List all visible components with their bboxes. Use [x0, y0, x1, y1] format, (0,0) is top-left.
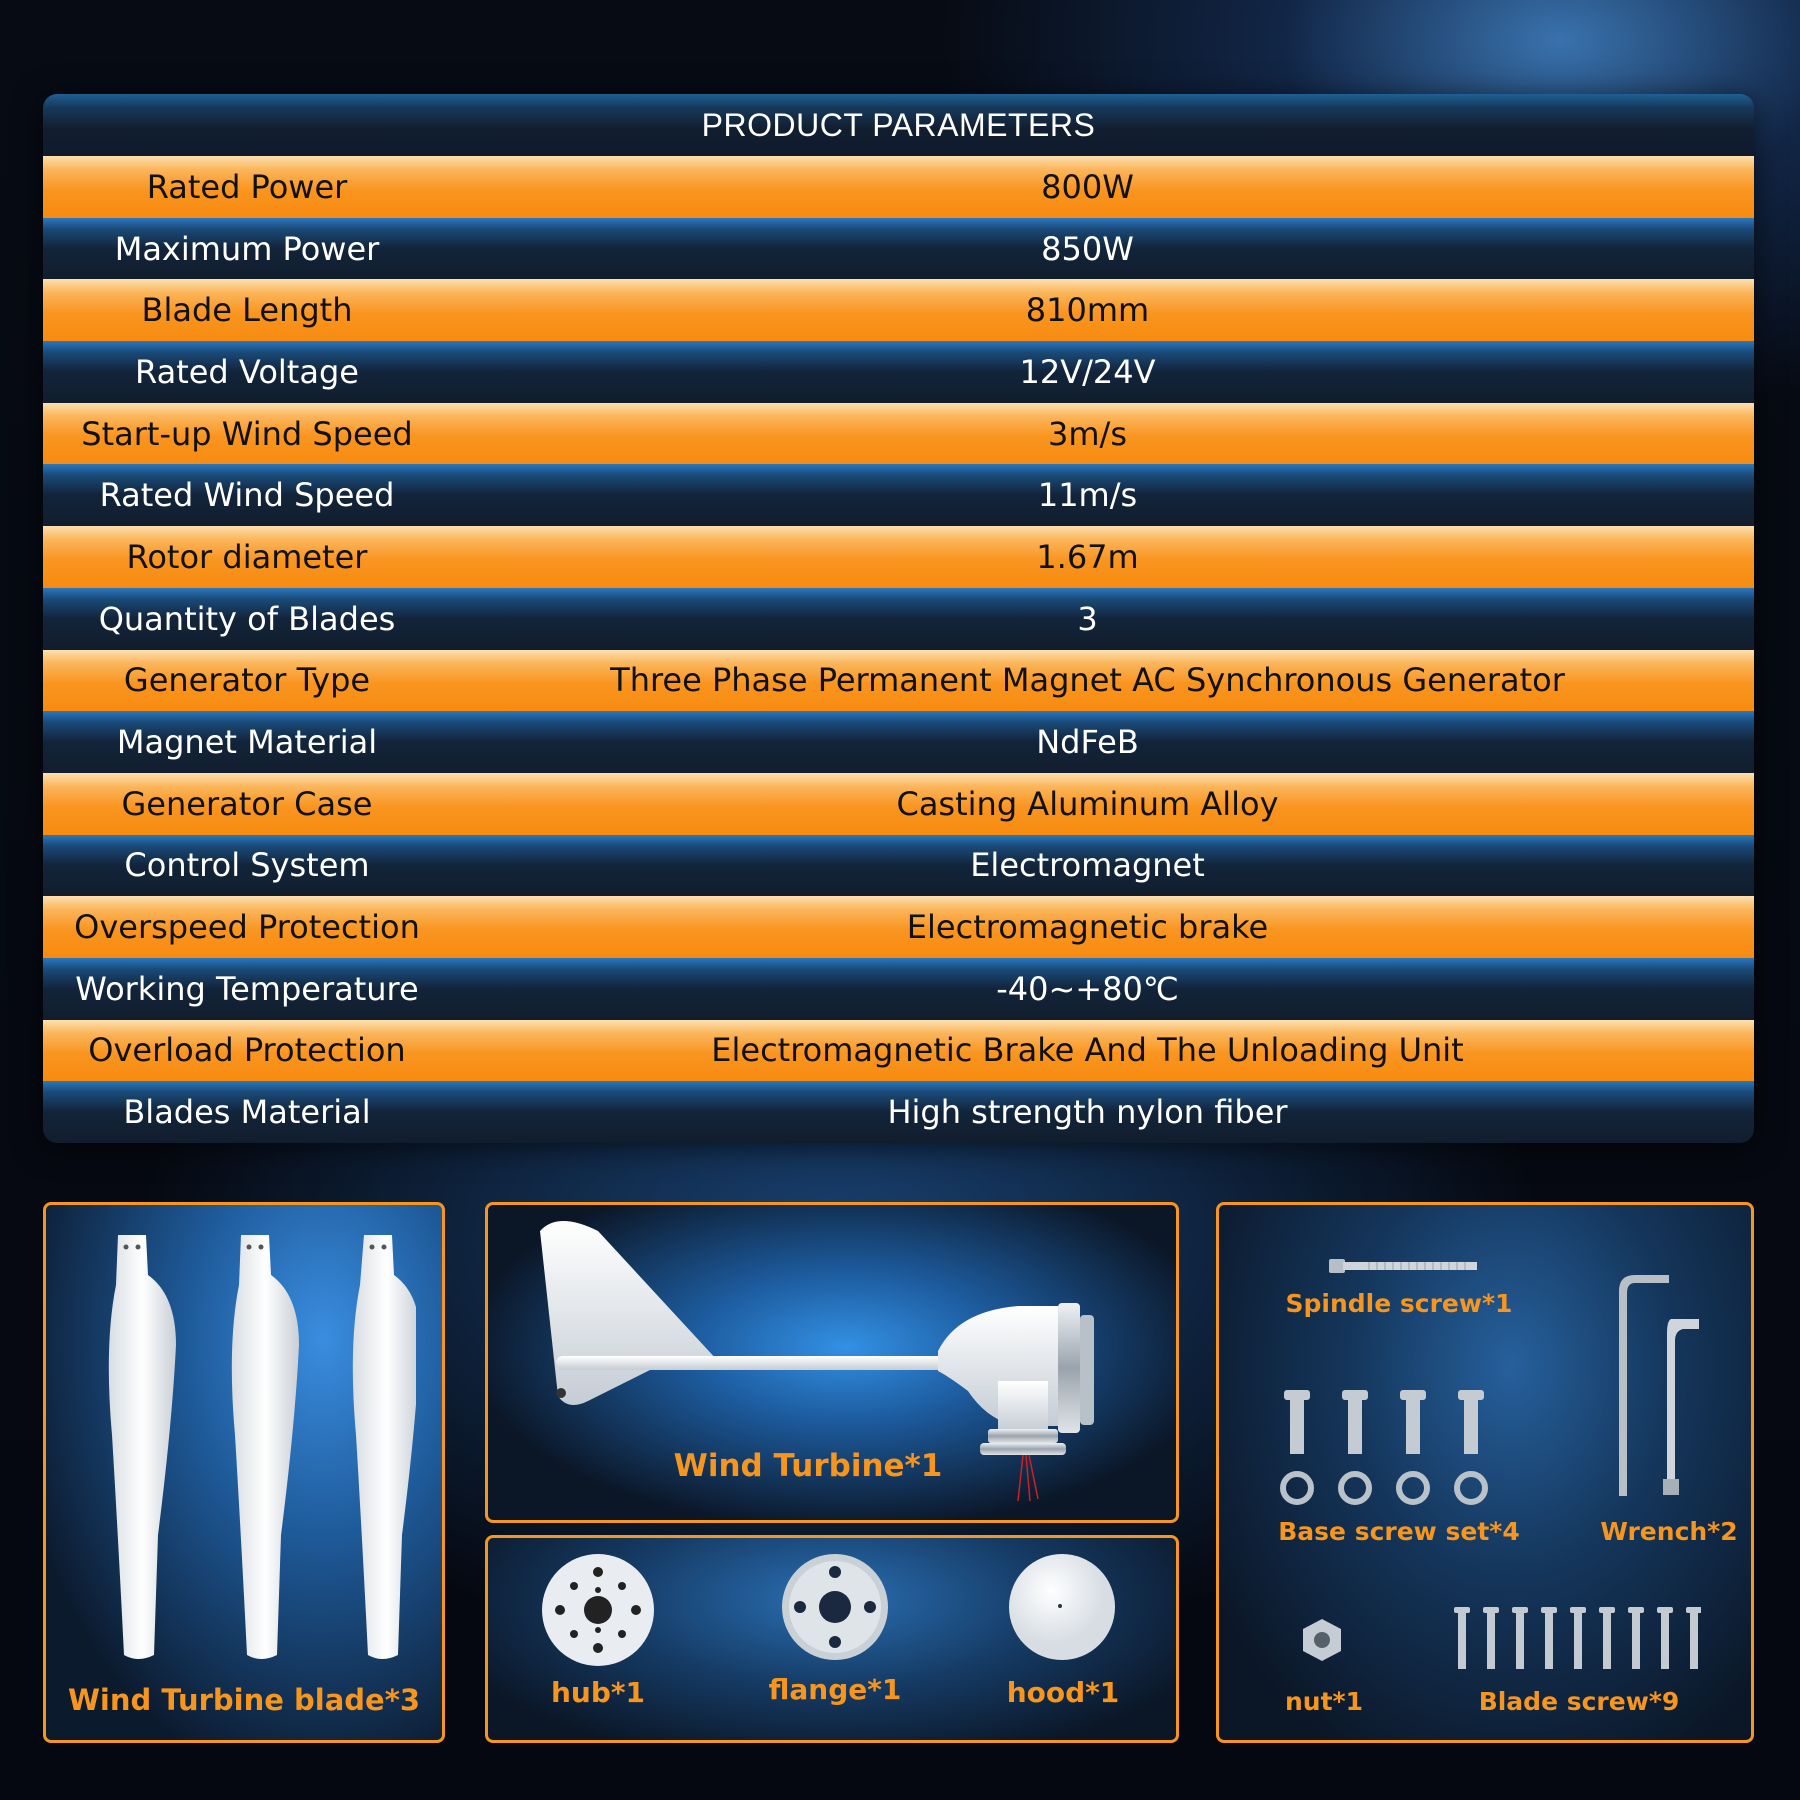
- blade-screws-icon: [1451, 1607, 1701, 1673]
- nut-caption: nut*1: [1284, 1687, 1363, 1716]
- param-value: 1.67m: [1036, 537, 1139, 576]
- param-value: 12V/24V: [1019, 352, 1156, 391]
- table-row: [43, 1020, 1754, 1082]
- hub-icon: [540, 1552, 656, 1668]
- table-row: [43, 156, 1754, 218]
- flange-caption: flange*1: [768, 1673, 902, 1706]
- param-value: NdFeB: [1036, 723, 1139, 762]
- base-screw-set-caption: Base screw set*4: [1278, 1517, 1520, 1546]
- param-value: Electromagnetic brake: [906, 908, 1269, 947]
- param-label: Rotor diameter: [126, 537, 368, 576]
- blades-caption: Wind Turbine blade*3: [67, 1683, 421, 1717]
- spindle-screw-icon: [1329, 1257, 1479, 1275]
- param-label: Rated Voltage: [135, 352, 359, 391]
- param-value: -40~+80℃: [996, 969, 1179, 1008]
- product-parameters-table: [43, 94, 1754, 1143]
- param-label: Blade Length: [141, 291, 353, 330]
- table-row: [43, 1081, 1754, 1143]
- param-value: 11m/s: [1037, 476, 1138, 515]
- param-label: Generator Case: [121, 784, 373, 823]
- hood-icon: [1007, 1552, 1117, 1662]
- param-value: Electromagnet: [970, 846, 1205, 885]
- param-label: Overspeed Protection: [74, 908, 420, 947]
- hub-caption: hub*1: [550, 1676, 646, 1709]
- param-label: Rated Power: [146, 167, 348, 206]
- turbine-caption: Wind Turbine*1: [673, 1448, 943, 1484]
- param-value: Three Phase Permanent Magnet AC Synchronous Generator: [610, 661, 1565, 700]
- param-label: Maximum Power: [114, 229, 380, 268]
- turbine-panel: [485, 1202, 1179, 1523]
- param-label: Magnet Material: [116, 723, 378, 762]
- param-value: Casting Aluminum Alloy: [896, 784, 1279, 823]
- param-label: Control System: [124, 846, 370, 885]
- spindle-screw-caption: Spindle screw*1: [1285, 1289, 1513, 1318]
- table-row: [43, 711, 1754, 773]
- param-label: Overload Protection: [88, 1031, 406, 1070]
- hardware-panel: [1216, 1202, 1754, 1743]
- table-title: PRODUCT PARAMETERS: [43, 94, 1754, 156]
- table-row: [43, 279, 1754, 341]
- hood-caption: hood*1: [1006, 1676, 1120, 1709]
- table-row: [43, 896, 1754, 958]
- parts-panel: [485, 1535, 1179, 1743]
- param-value: 3m/s: [1048, 414, 1127, 453]
- turbine-blades-icon: [76, 1235, 416, 1675]
- table-row: [43, 341, 1754, 403]
- param-label: Rated Wind Speed: [99, 476, 395, 515]
- table-row: [43, 218, 1754, 280]
- nut-icon: [1299, 1617, 1345, 1663]
- param-label: Blades Material: [123, 1093, 371, 1132]
- table-row: [43, 650, 1754, 712]
- param-value: Electromagnetic Brake And The Unloading Unit: [711, 1031, 1464, 1070]
- param-label: Start-up Wind Speed: [81, 414, 413, 453]
- param-value: 800W: [1041, 167, 1134, 206]
- wrench-caption: Wrench*2: [1600, 1517, 1738, 1546]
- param-value: 850W: [1041, 229, 1134, 268]
- base-screw-set-icon: [1274, 1390, 1524, 1510]
- wrench-icon: [1609, 1271, 1709, 1501]
- param-label: Working Temperature: [75, 969, 419, 1008]
- table-row: [43, 588, 1754, 650]
- param-value: 3: [1077, 599, 1098, 638]
- param-label: Generator Type: [123, 661, 371, 700]
- table-row: [43, 958, 1754, 1020]
- table-row: [43, 835, 1754, 897]
- table-row: [43, 464, 1754, 526]
- flange-icon: [780, 1552, 890, 1662]
- table-body: [43, 156, 1754, 1143]
- param-value: 810mm: [1025, 291, 1150, 330]
- blades-panel: [43, 1202, 445, 1743]
- table-row: [43, 526, 1754, 588]
- table-row: [43, 773, 1754, 835]
- param-value: High strength nylon fiber: [887, 1093, 1288, 1132]
- table-row: [43, 403, 1754, 465]
- param-label: Quantity of Blades: [98, 599, 396, 638]
- blade-screw-caption: Blade screw*9: [1478, 1687, 1680, 1716]
